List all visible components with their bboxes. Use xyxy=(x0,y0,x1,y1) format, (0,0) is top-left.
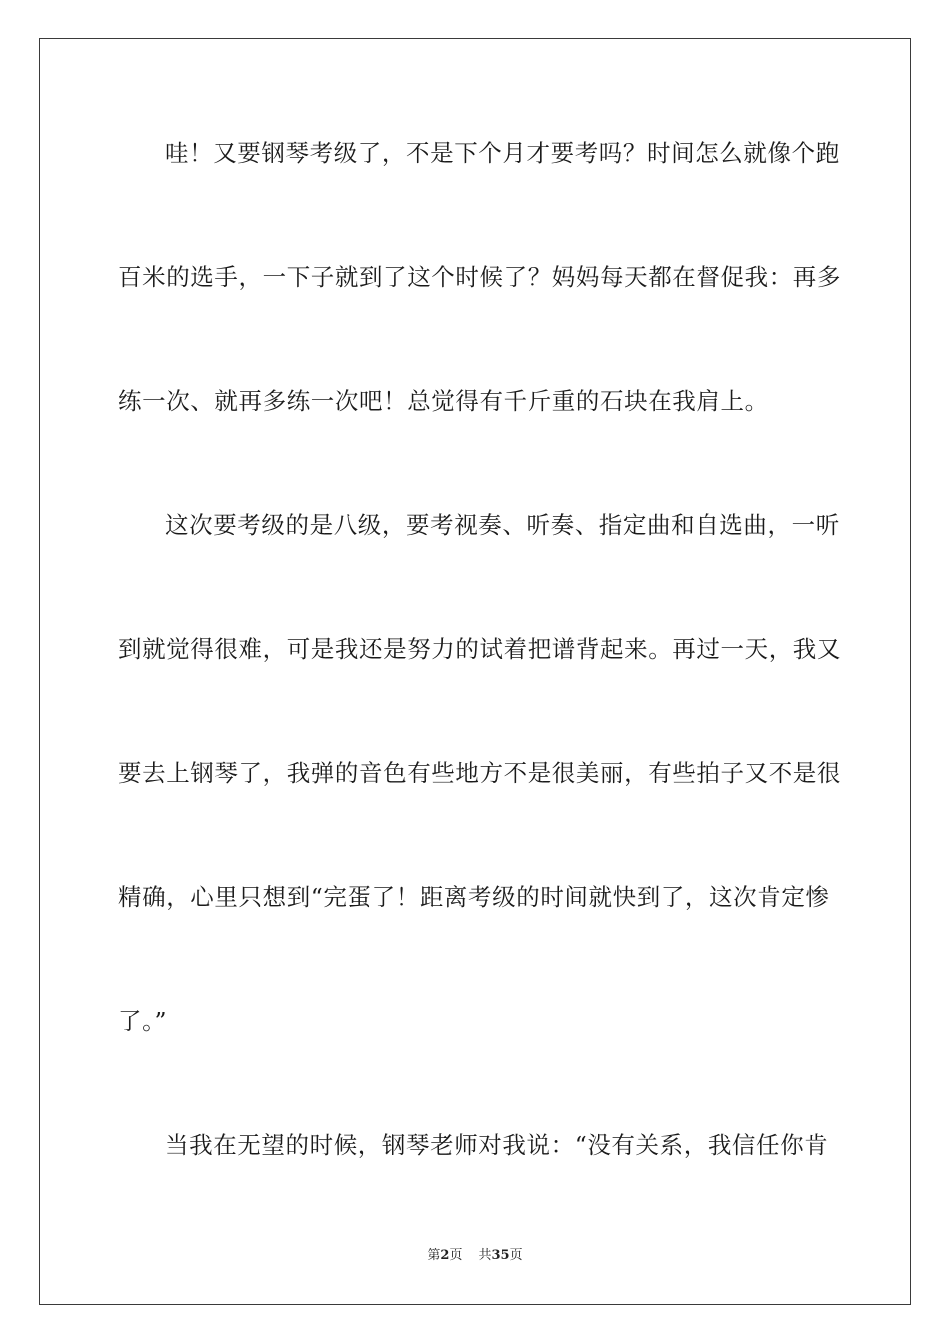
paragraph-2-line-2: 到就觉得很难，可是我还是努力的试着把谱背起来。再过一天，我又 xyxy=(118,635,841,663)
paragraph-1-line-1: 哇！又要钢琴考级了，不是下个月才要考吗？时间怎么就像个跑 xyxy=(165,139,840,167)
total-pages: 35 xyxy=(491,1248,510,1263)
paragraph-2-line-1: 这次要考级的是八级，要考视奏、听奏、指定曲和自选曲，一听 xyxy=(165,511,840,539)
paragraph-1-line-2: 百米的选手，一下子就到了这个时候了？妈妈每天都在督促我：再多 xyxy=(118,263,841,291)
paragraph-2-line-3: 要去上钢琴了，我弹的音色有些地方不是很美丽，有些拍子又不是很 xyxy=(118,759,841,787)
page-footer xyxy=(0,1248,950,1264)
paragraph-2-line-5: 了。” xyxy=(118,1007,168,1035)
page-suffix: 页 xyxy=(449,1248,463,1263)
page-prefix: 第 xyxy=(427,1248,441,1263)
page-border xyxy=(39,38,911,1305)
paragraph-1-line-3: 练一次、就再多练一次吧！总觉得有千斤重的石块在我肩上。 xyxy=(118,387,769,415)
page-number: 2 xyxy=(440,1248,450,1263)
total-suffix: 页 xyxy=(509,1248,523,1263)
paragraph-3-line-1: 当我在无望的时候，钢琴老师对我说：“没有关系，我信任你肯 xyxy=(165,1131,829,1159)
total-prefix: 共 xyxy=(478,1248,492,1263)
paragraph-2-line-4: 精确，心里只想到“完蛋了！距离考级的时间就快到了，这次肯定惨 xyxy=(118,883,830,911)
